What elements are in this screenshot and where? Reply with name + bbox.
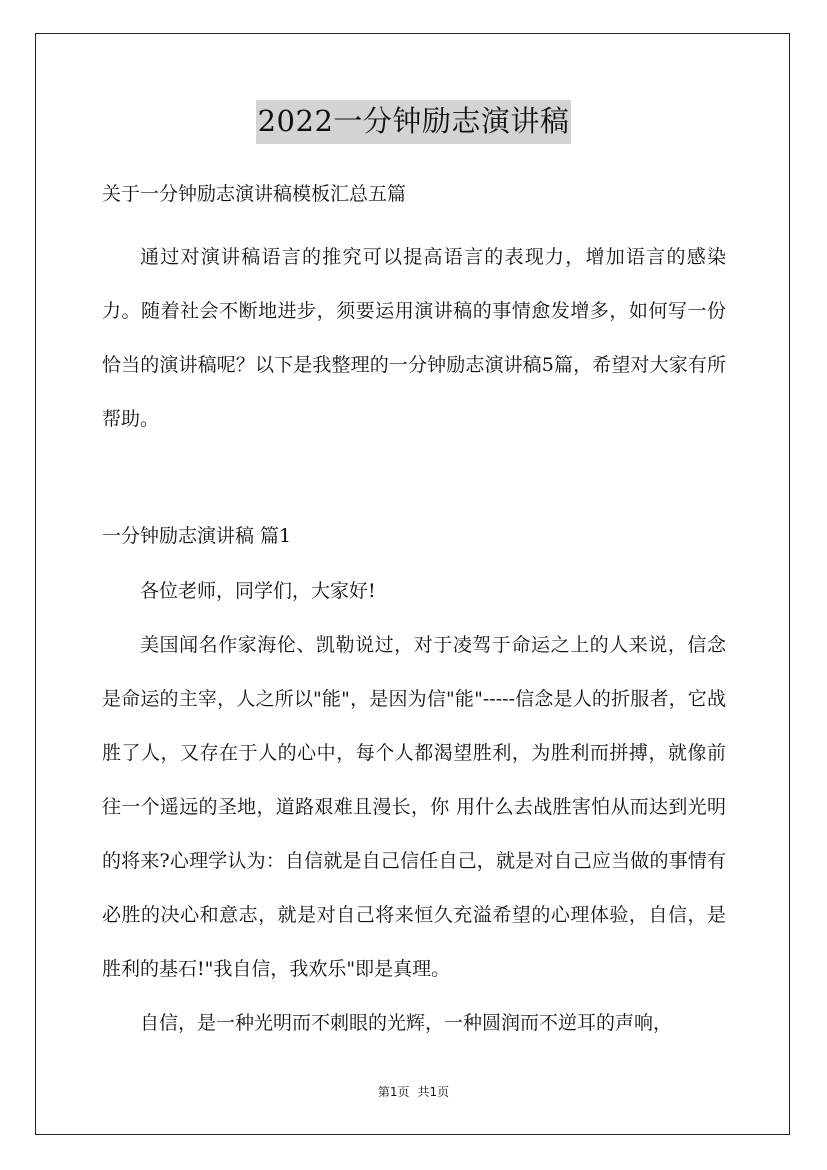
title-container: [0, 100, 827, 144]
document-subtitle: 关于一分钟励志演讲稿模板汇总五篇: [102, 183, 407, 205]
section-title: 一分钟励志演讲稿 篇1: [102, 525, 292, 547]
page-footer: [0, 1083, 827, 1100]
page-number: 第1页: [377, 1085, 410, 1099]
section-gap: [102, 446, 726, 518]
greeting-paragraph: 各位老师，同学们，大家好!: [140, 580, 376, 602]
body-paragraph-1: 美国闻名作家海伦、凯勒说过，对于凌驾于命运之上的人来说，信念是命运的主宰，人之所以"能"，是因为信"能"-----信念是人的折服者，它战胜了人，又存在于人的心中，每个人都渴望胜利，为胜利而拼搏，就像前往一个遥远的圣地，道路艰难且漫长，你 用什么去战胜害怕从而达到光明的将来?心理学认为：自信就是自己信任自己，就是对自己应当做的事情有必胜的决心和意志，就是对自己将来恒久充溢希望的心理体验，自信，是胜利的基石!"我自信，我欢乐"即是真理。: [102, 634, 726, 980]
intro-paragraph: 通过对演讲稿语言的推究可以提高语言的表现力，增加语言的感染力。随着社会不断地进步，须要运用演讲稿的事情愈发增多，如何写一份恰当的演讲稿呢？以下是我整理的一分钟励志演讲稿5篇，希望对大家有所帮助。: [102, 246, 726, 430]
body-paragraph-2: 自信，是一种光明而不刺眼的光辉，一种圆润而不逆耳的声响，: [140, 1012, 673, 1034]
document-body: [102, 176, 726, 1050]
document-title: 2022一分钟励志演讲稿: [256, 100, 572, 144]
page-total: 共1页: [417, 1085, 450, 1099]
